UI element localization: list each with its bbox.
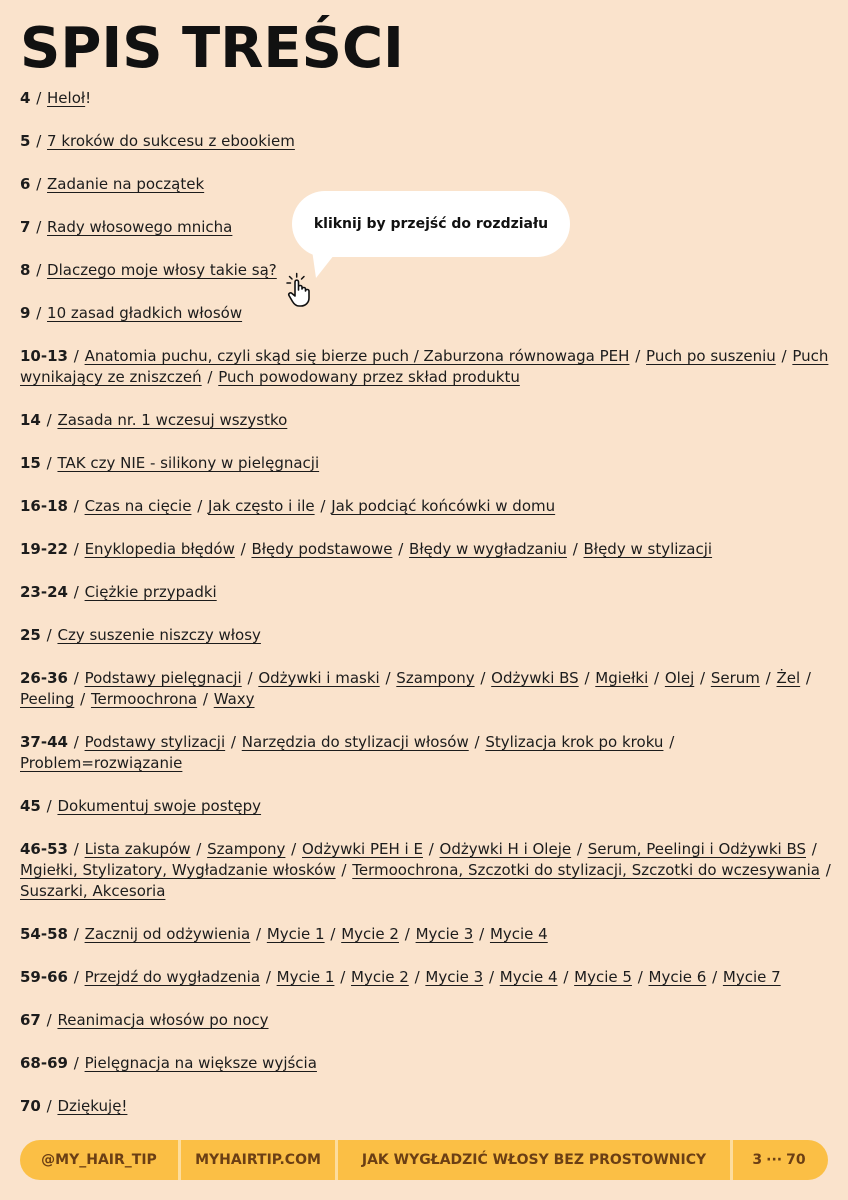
- toc-chapter-link[interactable]: Jak często i ile: [208, 497, 315, 515]
- toc-separator: /: [192, 497, 208, 515]
- toc-separator: /: [68, 583, 84, 601]
- toc-chapter-link[interactable]: Mgiełki: [595, 669, 649, 687]
- pointing-hand-icon: [283, 272, 319, 308]
- toc-separator: /: [226, 733, 241, 751]
- toc-page-range: 9: [20, 304, 31, 322]
- toc-chapter-link[interactable]: Mycie 5: [574, 968, 632, 986]
- toc-chapter-link[interactable]: Mycie 1: [266, 925, 325, 943]
- toc-entry: [20, 732, 832, 774]
- toc-separator: /: [475, 669, 491, 687]
- toc-chapter-link[interactable]: Serum: [710, 669, 760, 687]
- page-title: SPIS TREŚCI: [20, 16, 404, 81]
- toc-separator: /: [68, 1054, 84, 1072]
- footer-divider: [178, 1140, 181, 1180]
- toc-separator: /: [325, 925, 341, 943]
- footer-divider: [730, 1140, 733, 1180]
- toc-separator: /: [68, 733, 84, 751]
- toc-page-range: 14: [20, 411, 41, 429]
- toc-chapter-link[interactable]: Dlaczego moje włosy takie są?: [47, 261, 277, 279]
- toc-separator: /: [469, 733, 485, 751]
- toc-chapter-link[interactable]: Odżywki i maski: [258, 669, 380, 687]
- footer-page-current: 3: [752, 1152, 763, 1168]
- toc-chapter-link[interactable]: Ciężkie przypadki: [84, 583, 217, 601]
- toc-page-range: 10-13: [20, 347, 68, 365]
- toc-page-range: 37-44: [20, 733, 68, 751]
- toc-separator: /: [251, 925, 266, 943]
- toc-page-range: 70: [20, 1097, 41, 1115]
- footer-divider: [335, 1140, 338, 1180]
- toc-page-range: 15: [20, 454, 41, 472]
- toc-entry: [20, 496, 832, 517]
- toc-chapter-link[interactable]: Puch po suszeniu: [646, 347, 776, 365]
- toc-chapter-link[interactable]: Narzędzia do stylizacji włosów: [241, 733, 469, 751]
- toc-separator: /: [68, 497, 84, 515]
- toc-chapter-link[interactable]: Mycie 4: [499, 968, 558, 986]
- toc-chapter-link[interactable]: Mycie 7: [722, 968, 781, 986]
- toc-chapter-link[interactable]: Czas na cięcie: [84, 497, 192, 515]
- toc-entry: [20, 1010, 832, 1031]
- toc-separator: /: [807, 840, 817, 858]
- toc-chapter-link[interactable]: Żel: [776, 669, 801, 687]
- toc-entry: [20, 303, 832, 324]
- toc-page-range: 26-36: [20, 669, 68, 687]
- toc-separator: /: [776, 347, 792, 365]
- toc-separator: /: [707, 968, 722, 986]
- toc-chapter-link[interactable]: Peeling: [20, 690, 75, 708]
- toc-separator: /: [31, 89, 47, 107]
- speech-bubble-text: kliknij by przejść do rozdziału: [313, 216, 549, 232]
- toc-chapter-link[interactable]: Odżywki BS: [491, 669, 579, 687]
- footer-book-title-text: JAK WYGŁADZIĆ WŁOSY BEZ PROSTOWNICY: [361, 1152, 707, 1168]
- toc-entry: [20, 625, 832, 646]
- toc-page-range: 59-66: [20, 968, 68, 986]
- toc-separator: /: [68, 347, 84, 365]
- toc-separator: /: [31, 218, 47, 236]
- toc-chapter-link[interactable]: Dziękuję!: [57, 1097, 128, 1115]
- toc-separator: /: [41, 1097, 57, 1115]
- toc-chapter-link[interactable]: Błędy w wygładzaniu: [409, 540, 567, 558]
- toc-chapter-link[interactable]: Termoochrona, Szczotki do stylizacji, Szczotki do wczesywania: [352, 861, 821, 879]
- toc-entry: [20, 967, 832, 988]
- toc-page-range: 8: [20, 261, 31, 279]
- toc-chapter-link[interactable]: Reanimacja włosów po nocy: [57, 1011, 269, 1029]
- toc-page-range: 6: [20, 175, 31, 193]
- toc-entry: [20, 346, 832, 388]
- footer-page-number: [733, 1140, 825, 1180]
- footer-handle-text: @MY_HAIR_TIP: [41, 1152, 157, 1168]
- toc-chapter-link[interactable]: Odżywki PEH i E: [302, 840, 423, 858]
- toc-chapter-link[interactable]: Termoochrona: [90, 690, 198, 708]
- toc-separator: /: [567, 540, 583, 558]
- toc-chapter-link[interactable]: Błędy podstawowe: [251, 540, 393, 558]
- toc-separator: /: [335, 968, 351, 986]
- toc-separator: /: [664, 733, 675, 751]
- toc-separator: /: [286, 840, 301, 858]
- footer-page-total: 70: [786, 1152, 806, 1168]
- toc-separator: /: [31, 132, 47, 150]
- toc-entry: [20, 260, 832, 281]
- toc-page-range: 19-22: [20, 540, 68, 558]
- toc-chapter-link[interactable]: Czy suszenie niszczy włosy: [57, 626, 261, 644]
- toc-entry: [20, 796, 832, 817]
- toc-separator: /: [393, 540, 409, 558]
- toc-separator: /: [31, 304, 47, 322]
- toc-page-range: 67: [20, 1011, 41, 1029]
- toc-chapter-link[interactable]: Lista zakupów: [84, 840, 191, 858]
- toc-chapter-link[interactable]: Dokumentuj swoje postępy: [57, 797, 262, 815]
- toc-separator: /: [315, 497, 331, 515]
- toc-chapter-link[interactable]: Suszarki, Akcesoria: [20, 882, 166, 900]
- toc-chapter-link[interactable]: Olej: [664, 669, 695, 687]
- toc-chapter-link[interactable]: Mycie 4: [489, 925, 548, 943]
- toc-separator: /: [632, 968, 648, 986]
- footer-book-title: [338, 1140, 730, 1180]
- toc-chapter-link[interactable]: Mycie 2: [351, 968, 409, 986]
- toc-page-range: 45: [20, 797, 41, 815]
- toc-entry: [20, 1053, 832, 1074]
- toc-separator: /: [68, 925, 84, 943]
- toc-chapter-link[interactable]: 10 zasad gładkich włosów: [47, 304, 243, 322]
- toc-separator: /: [242, 669, 258, 687]
- toc-entry: [20, 839, 832, 902]
- toc-separator: /: [68, 840, 84, 858]
- toc-separator: /: [630, 347, 646, 365]
- toc-chapter-link[interactable]: Heloł: [47, 89, 86, 107]
- toc-separator: /: [41, 411, 57, 429]
- toc-separator: /: [821, 861, 831, 879]
- toc-page-range: 4: [20, 89, 31, 107]
- toc-chapter-link[interactable]: Anatomia puchu, czyli skąd się bierze puch / Zaburzona równowaga PEH: [84, 347, 630, 365]
- toc-separator: /: [41, 797, 57, 815]
- toc-separator: /: [41, 1011, 57, 1029]
- toc-chapter-link[interactable]: Szampony: [207, 840, 286, 858]
- toc-chapter-link[interactable]: Stylizacja krok po kroku: [485, 733, 664, 751]
- footer-site-text: MYHAIRTIP.COM: [195, 1152, 321, 1168]
- toc-separator: /: [235, 540, 251, 558]
- toc-entry: [20, 539, 832, 560]
- toc-separator: /: [760, 669, 776, 687]
- toc-chapter-link[interactable]: Podstawy stylizacji: [84, 733, 226, 751]
- toc-entry: [20, 131, 832, 152]
- toc-separator: /: [409, 968, 425, 986]
- toc-separator: /: [31, 175, 47, 193]
- toc-chapter-link[interactable]: Mycie 6: [648, 968, 707, 986]
- toc-separator: /: [191, 840, 207, 858]
- toc-chapter-link[interactable]: Serum, Peelingi i Odżywki BS: [587, 840, 806, 858]
- footer-bar: [20, 1140, 828, 1180]
- toc-chapter-link[interactable]: Podstawy pielęgnacji: [84, 669, 242, 687]
- toc-entry: [20, 1096, 832, 1117]
- toc-page-range: 16-18: [20, 497, 68, 515]
- toc-entry: [20, 924, 832, 945]
- toc-chapter-link[interactable]: Szampony: [396, 669, 475, 687]
- toc-chapter-link[interactable]: Enyklopedia błędów: [84, 540, 235, 558]
- toc-separator: /: [484, 968, 499, 986]
- toc-separator: /: [75, 690, 90, 708]
- toc-chapter-link[interactable]: Błędy w stylizacji: [583, 540, 713, 558]
- toc-chapter-link[interactable]: Zadanie na początek: [47, 175, 205, 193]
- toc-separator: /: [695, 669, 710, 687]
- footer-website[interactable]: [181, 1140, 335, 1180]
- toc-page-range: 25: [20, 626, 41, 644]
- toc-chapter-link[interactable]: Mycie 1: [276, 968, 335, 986]
- toc-chapter-link[interactable]: Puch wynikający ze zniszczeń: [20, 347, 829, 386]
- toc-page-range: 5: [20, 132, 31, 150]
- footer-instagram-handle[interactable]: [20, 1140, 178, 1180]
- toc-separator: /: [399, 925, 415, 943]
- toc-separator: /: [198, 690, 213, 708]
- toc-chapter-link[interactable]: Zasada nr. 1 wczesuj wszystko: [57, 411, 288, 429]
- toc-entry: [20, 453, 832, 474]
- toc-separator: /: [380, 669, 396, 687]
- toc-entry: [20, 410, 832, 431]
- toc-page-range: 7: [20, 218, 31, 236]
- toc-separator: /: [202, 368, 218, 386]
- toc-chapter-link[interactable]: Problem=rozwiązanie: [20, 754, 183, 772]
- toc-separator: /: [68, 968, 84, 986]
- toc-entry: [20, 668, 832, 710]
- speech-bubble: [292, 191, 570, 257]
- toc-chapter-link[interactable]: Zacznij od odżywienia: [84, 925, 251, 943]
- toc-separator: /: [474, 925, 489, 943]
- toc-page-range: 68-69: [20, 1054, 68, 1072]
- toc-separator: /: [336, 861, 352, 879]
- toc-separator: /: [579, 669, 595, 687]
- toc-chapter-link[interactable]: Waxy: [213, 690, 255, 708]
- toc-page-range: 54-58: [20, 925, 68, 943]
- toc-separator: /: [558, 968, 574, 986]
- toc-chapter-link[interactable]: TAK czy NIE - silikony w pielęgnacji: [57, 454, 320, 472]
- toc-chapter-link[interactable]: Pielęgnacja na większe wyjścia: [84, 1054, 317, 1072]
- toc-separator: /: [68, 540, 84, 558]
- toc-entry: [20, 582, 832, 603]
- toc-chapter-link[interactable]: Mycie 3: [425, 968, 484, 986]
- toc-chapter-link[interactable]: Jak podciąć końcówki w domu: [331, 497, 556, 515]
- toc-page-range: 23-24: [20, 583, 68, 601]
- toc-separator: /: [41, 454, 57, 472]
- toc-separator: /: [801, 669, 811, 687]
- toc-separator: /: [41, 626, 57, 644]
- toc-page-range: 46-53: [20, 840, 68, 858]
- toc-chapter-link[interactable]: Rady włosowego mnicha: [47, 218, 233, 236]
- toc-separator: /: [423, 840, 439, 858]
- toc-separator: /: [649, 669, 664, 687]
- toc-separator: /: [572, 840, 587, 858]
- toc-trailing-text: !: [85, 89, 92, 107]
- toc-chapter-link[interactable]: Mgiełki, Stylizatory, Wygładzanie włosków: [20, 861, 336, 879]
- toc-chapter-link[interactable]: 7 kroków do sukcesu z ebookiem: [47, 132, 295, 150]
- toc-chapter-link[interactable]: Odżywki H i Oleje: [439, 840, 572, 858]
- toc-chapter-link[interactable]: Przejdź do wygładzenia: [84, 968, 261, 986]
- toc-separator: /: [68, 669, 84, 687]
- toc-chapter-link[interactable]: Puch powodowany przez skład produktu: [218, 368, 520, 386]
- toc-separator: /: [261, 968, 276, 986]
- toc-separator: /: [31, 261, 47, 279]
- toc-chapter-link[interactable]: Mycie 2: [341, 925, 399, 943]
- footer-page-separator: ···: [766, 1152, 783, 1168]
- toc-chapter-link[interactable]: Mycie 3: [415, 925, 474, 943]
- toc-entry: [20, 88, 832, 109]
